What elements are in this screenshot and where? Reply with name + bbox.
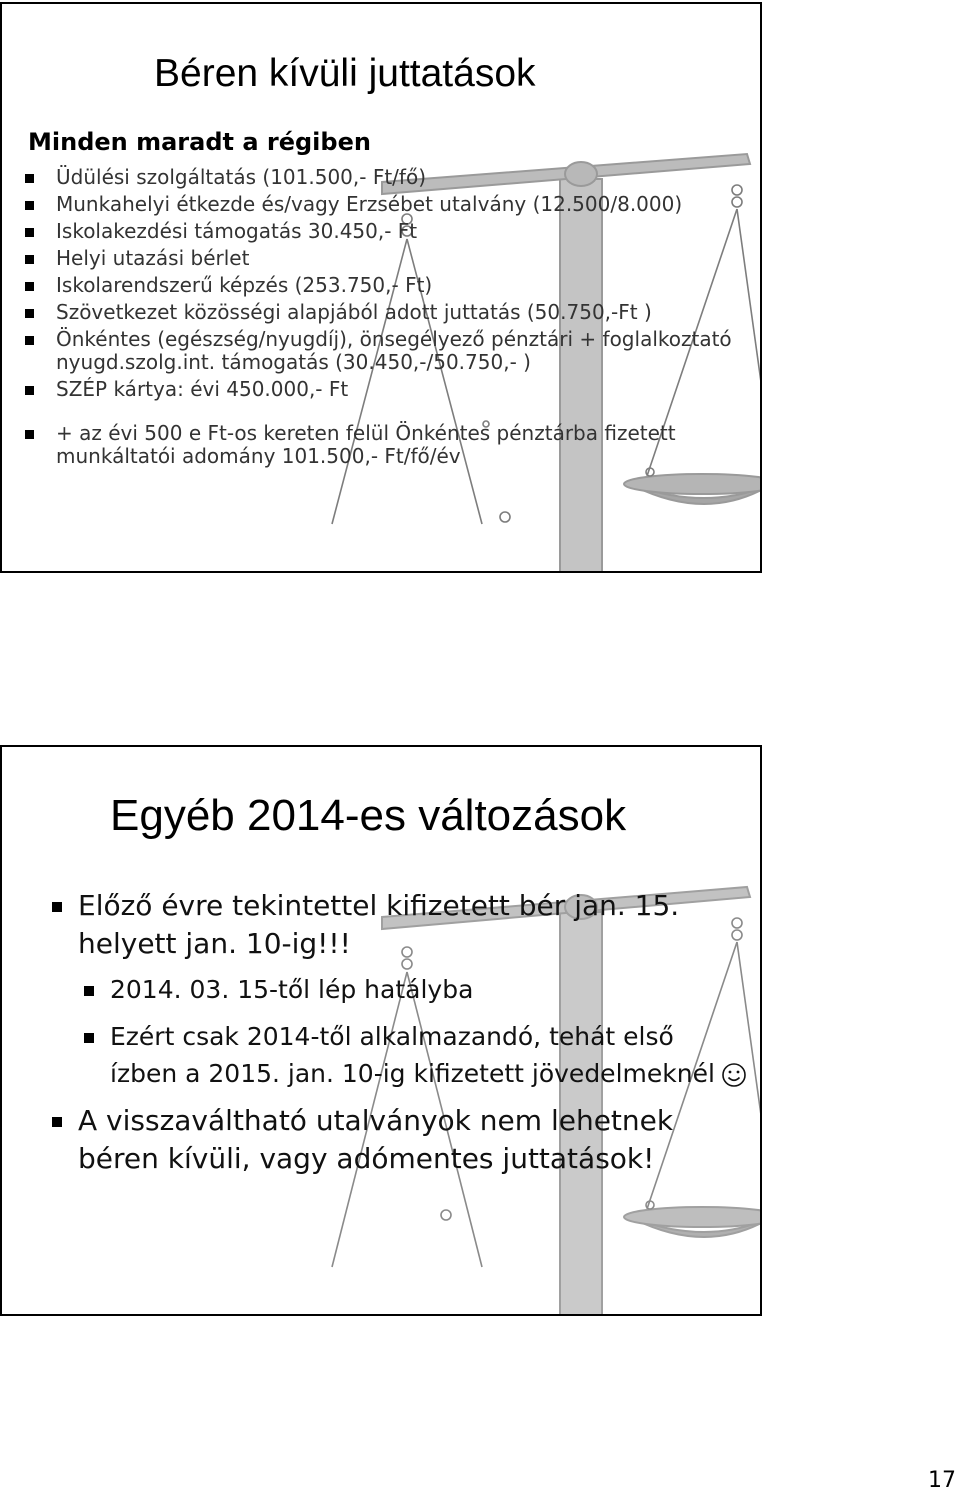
- list-item: [56, 247, 746, 270]
- square-bullet-icon: [25, 282, 34, 291]
- list-item: [56, 193, 746, 216]
- square-bullet-icon: [25, 174, 34, 183]
- list-item: [56, 274, 746, 297]
- list-item: [56, 301, 746, 324]
- sub-list-item-text: 2014. 03. 15-től lép hatályba: [110, 975, 474, 1004]
- list-item-text: Helyi utazási bérlet: [56, 246, 250, 270]
- list-item-text: Szövetkezet közösségi alapjából adott juttatás (50.750,-Ft ): [56, 300, 652, 324]
- list-item-text: Iskolakezdési támogatás 30.450,- Ft: [56, 219, 418, 243]
- sub-list-item: [110, 971, 748, 1008]
- sub-list: [78, 971, 748, 1092]
- list-item-text: Iskolarendszerű képzés (253.750,- Ft): [56, 273, 433, 297]
- slide-egyeb-valtozasok: [0, 745, 762, 1316]
- square-bullet-icon: [84, 986, 94, 996]
- square-bullet-icon: [25, 430, 34, 439]
- changes-list: [78, 887, 748, 1186]
- list-item-text: + az évi 500 e Ft-os kereten felül Önkéntes pénztárba fizetett munkáltatói adomány 101.500,- Ft/fő/év: [56, 421, 676, 468]
- sub-list-item: [110, 1018, 748, 1092]
- square-bullet-icon: [52, 902, 62, 912]
- section-subtitle: Minden maradt a régiben: [28, 128, 371, 156]
- slide-beren-kivuli: [0, 2, 762, 573]
- list-item: [78, 1102, 748, 1178]
- square-bullet-icon: [25, 386, 34, 395]
- list-item-text: A visszaváltható utalványok nem lehetnek béren kívüli, vagy adómentes juttatások!: [78, 1104, 674, 1175]
- list-item-text: Üdülési szolgáltatás (101.500,- Ft/fő): [56, 165, 426, 189]
- list-item: [56, 422, 746, 468]
- list-item: [56, 328, 746, 374]
- square-bullet-icon: [84, 1033, 94, 1043]
- list-item-text: SZÉP kártya: évi 450.000,- Ft: [56, 377, 349, 401]
- square-bullet-icon: [25, 228, 34, 237]
- square-bullet-icon: [25, 309, 34, 318]
- square-bullet-icon: [52, 1117, 62, 1127]
- square-bullet-icon: [25, 255, 34, 264]
- smiley-face-icon: [721, 1062, 747, 1088]
- benefit-list: [56, 166, 746, 472]
- page-number: 17: [928, 1468, 956, 1493]
- list-item: [56, 378, 746, 401]
- page-title: Béren kívüli juttatások: [154, 52, 536, 95]
- list-item-text: Önkéntes (egészség/nyugdíj), önsegélyező pénztári + foglalkoztató nyugd.szolg.int. támogatás (30.450,-/50.750,- ): [56, 327, 732, 374]
- list-item: [56, 220, 746, 243]
- list-item-text: Előző évre tekintettel kifizetett bér jan. 15. helyett jan. 10-ig!!!: [78, 889, 680, 960]
- square-bullet-icon: [25, 201, 34, 210]
- list-item: [56, 166, 746, 189]
- sub-list-item-text: Ezért csak 2014-től alkalmazandó, tehát első ízben a 2015. jan. 10-ig kifizetett jövedelmeknél: [110, 1022, 715, 1088]
- list-item: [78, 887, 748, 1092]
- list-item-text: Munkahelyi étkezde és/vagy Erzsébet utalvány (12.500/8.000): [56, 192, 683, 216]
- page-title: Egyéb 2014-es változások: [110, 791, 627, 840]
- square-bullet-icon: [25, 336, 34, 345]
